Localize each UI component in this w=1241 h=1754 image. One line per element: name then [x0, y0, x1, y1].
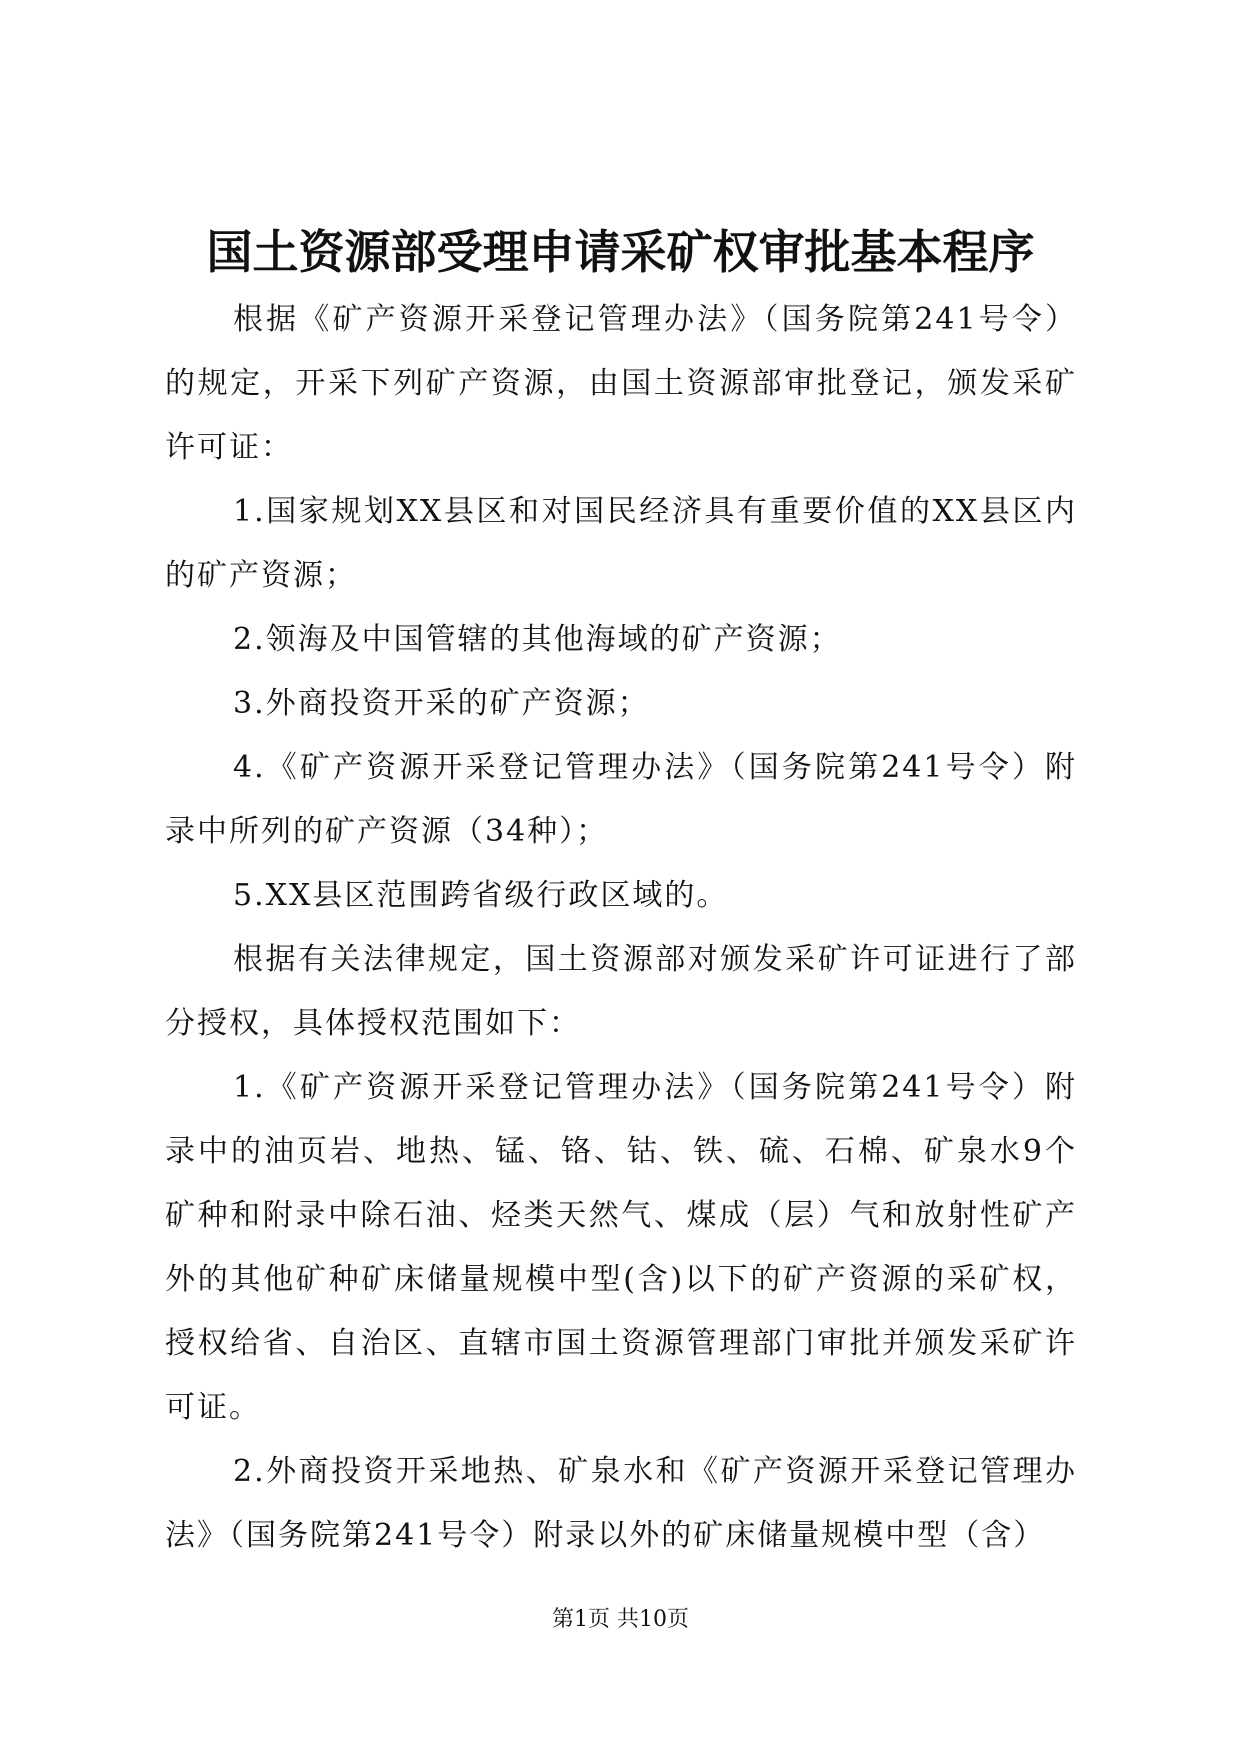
document-title: 国土资源部受理申请采矿权审批基本程序 [206, 225, 1035, 279]
paragraph-item-1: 1.国家规划XX县区和对国民经济具有重要价值的XX县区内的矿产资源； [165, 494, 1077, 593]
paragraph-item-2: 2.领海及中国管辖的其他海域的矿产资源； [233, 622, 842, 657]
paragraph-auth-item-2: 2.外商投资开采地热、矿泉水和《矿产资源开采登记管理办法》（国务院第241号令）附录以外的矿床储量规模中型（含） [165, 1454, 1077, 1553]
paragraph-item-5: 5.XX县区范围跨省级行政区域的。 [233, 878, 729, 913]
paragraph-auth-item-1: 1.《矿产资源开采登记管理办法》（国务院第241号令）附录中的油页岩、地热、锰、铬、钴、铁、硫、石棉、矿泉水9个矿种和附录中除石油、烃类天然气、煤成（层）气和放射性矿产外的其他矿种矿床储量规模中型(含)以下的矿产资源的采矿权，授权给省、自治区、直辖市国土资源管理部门审批并颁发采矿许可证。 [165, 1070, 1077, 1425]
paragraph-intro: 根据《矿产资源开采登记管理办法》（国务院第241号令）的规定，开采下列矿产资源，由国土资源部审批登记，颁发采矿许可证： [165, 302, 1077, 465]
paragraph-item-4: 4.《矿产资源开采登记管理办法》（国务院第241号令）附录中所列的矿产资源（34种）； [165, 750, 1077, 849]
paragraph-authorization: 根据有关法律规定，国土资源部对颁发采矿许可证进行了部分授权，具体授权范围如下： [165, 942, 1077, 1041]
document-body [165, 288, 1077, 1568]
paragraph-item-3: 3.外商投资开采的矿产资源； [233, 686, 650, 721]
page-footer: 第1页 共10页 [552, 1607, 689, 1632]
